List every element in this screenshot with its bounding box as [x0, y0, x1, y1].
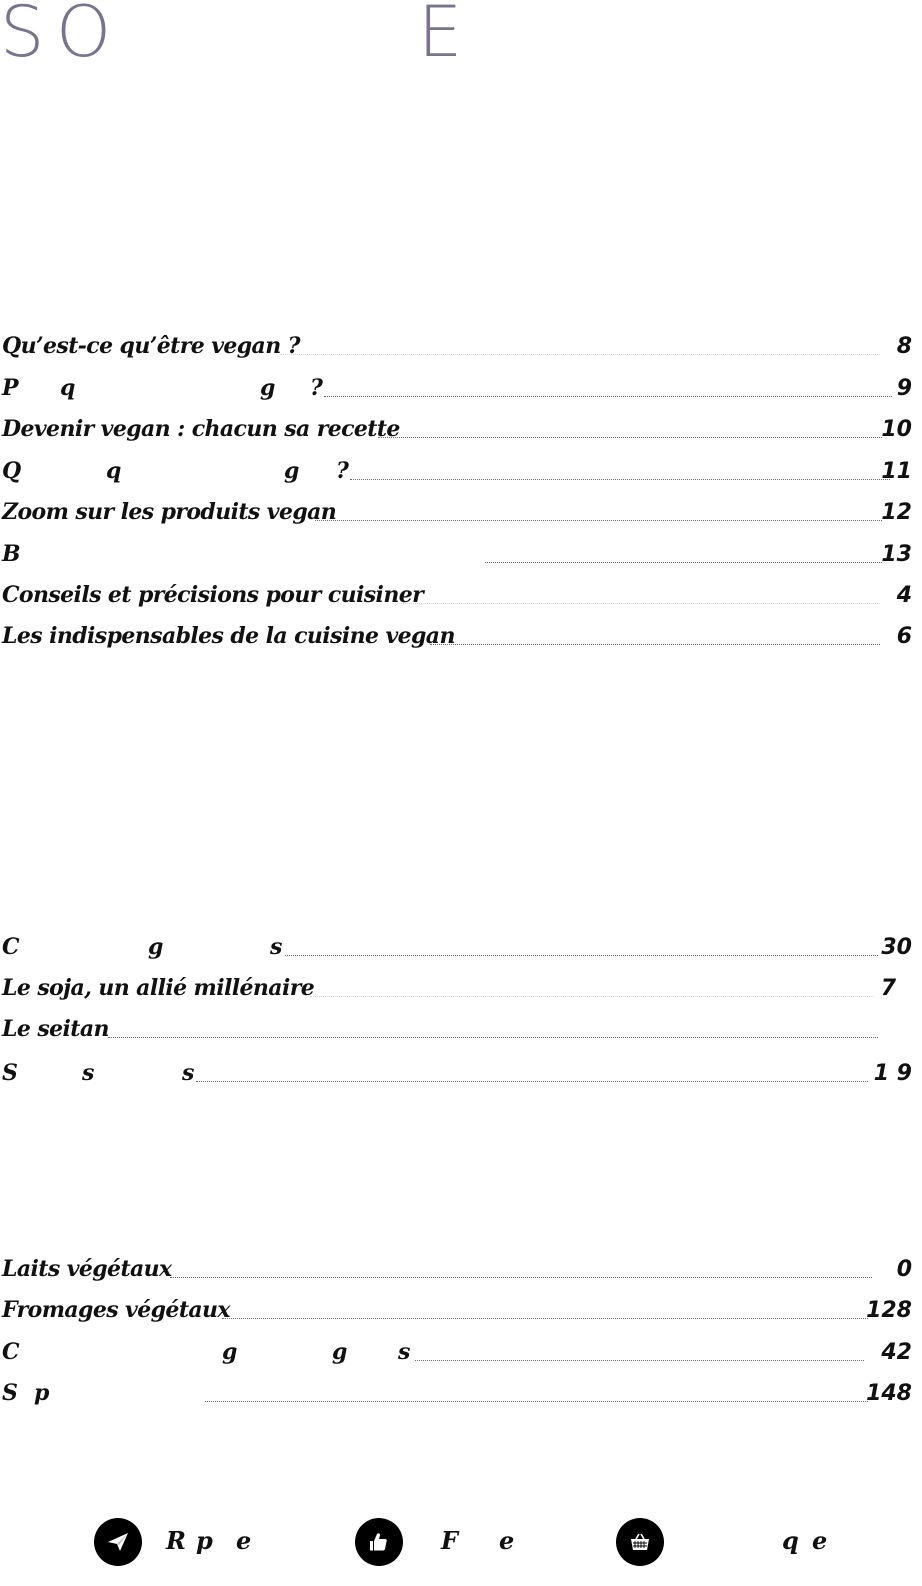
label-glyph: e — [236, 1526, 252, 1555]
toc-entry[interactable] — [0, 369, 912, 405]
label-glyph: P — [2, 375, 18, 401]
toc-entry-page: 148 — [866, 1381, 912, 1406]
toc-entry[interactable] — [0, 493, 912, 529]
toc-entry[interactable] — [0, 617, 912, 653]
label-glyph: S — [2, 1380, 18, 1406]
toc-entry[interactable] — [0, 1250, 912, 1286]
label-glyph: Q — [2, 458, 21, 484]
toc-entry-page: 4 — [896, 583, 912, 608]
thumbs-up-icon — [355, 1518, 403, 1566]
title-glyph: O — [56, 0, 120, 73]
dot-leader — [196, 1081, 868, 1082]
toc-entry-page: 42 — [881, 1340, 912, 1365]
basket-icon — [616, 1518, 664, 1566]
toc-entry-label: Laits végétaux — [2, 1256, 172, 1282]
label-glyph: C — [2, 1339, 19, 1365]
toc-entry-page: 1 9 — [873, 1061, 912, 1086]
label-glyph: q — [60, 375, 75, 401]
dot-leader — [285, 955, 878, 956]
toc-entry-page: 30 — [881, 935, 912, 960]
toc-entry-label: Conseils et précisions pour cuisiner — [2, 582, 424, 608]
toc-entry[interactable] — [0, 928, 912, 964]
dot-leader — [310, 996, 874, 997]
label-glyph: q — [106, 458, 121, 484]
label-glyph: q — [782, 1526, 799, 1555]
dot-leader — [430, 644, 880, 645]
dot-leader — [280, 354, 880, 355]
toc-entry[interactable] — [0, 1010, 912, 1046]
toc-entry-page: 128 — [866, 1298, 912, 1323]
toc-entry-page: 0 — [896, 1257, 912, 1282]
toc-entry-page: 7 — [880, 976, 896, 1001]
toc-entry[interactable] — [0, 452, 912, 488]
label-glyph: C — [2, 934, 19, 960]
toc-entry-label: Qu’est-ce qu’être vegan ? — [2, 333, 300, 359]
footer-link-3[interactable] — [616, 1518, 856, 1568]
toc-entry-page: 8 — [896, 334, 912, 359]
label-glyph: S — [2, 1060, 18, 1086]
label-glyph: s — [398, 1339, 410, 1365]
toc-entry-label: Le seitan — [2, 1016, 109, 1042]
label-glyph: B — [2, 541, 20, 567]
toc-entry[interactable] — [0, 410, 912, 446]
toc-entry[interactable] — [0, 969, 912, 1005]
dot-leader — [324, 396, 892, 397]
toc-entry-label: Fromages végétaux — [2, 1297, 230, 1323]
dot-leader — [415, 1360, 864, 1361]
toc-entry[interactable] — [0, 1374, 912, 1410]
title-glyph: E — [418, 0, 471, 73]
label-glyph: R — [166, 1526, 186, 1555]
toc-entry-page: 12 — [881, 500, 912, 525]
label-glyph: e — [499, 1526, 515, 1555]
dot-leader — [170, 1277, 872, 1278]
dot-leader — [222, 1318, 868, 1319]
toc-entry-page: 6 — [896, 624, 912, 649]
label-glyph: g — [148, 934, 163, 960]
dot-leader — [108, 1037, 878, 1038]
label-glyph: s — [182, 1060, 194, 1086]
label-glyph: e — [812, 1526, 828, 1555]
toc-entry[interactable] — [0, 1333, 912, 1369]
label-glyph: g — [332, 1339, 347, 1365]
toc-entry[interactable] — [0, 1054, 912, 1090]
toc-entry-label: Devenir vegan : chacun sa recette — [2, 416, 400, 442]
toc-entry-page: 10 — [881, 417, 912, 442]
dot-leader — [205, 1401, 868, 1402]
footer-link-2[interactable] — [355, 1518, 595, 1568]
label-glyph: F — [441, 1526, 459, 1555]
dot-leader — [350, 479, 890, 480]
dot-leader — [395, 603, 880, 604]
toc-entry-page: 9 — [896, 376, 912, 401]
label-glyph: g — [222, 1339, 237, 1365]
label-glyph: ? — [310, 375, 323, 401]
label-glyph: s — [82, 1060, 94, 1086]
dot-leader — [315, 520, 882, 521]
paper-plane-icon — [94, 1518, 142, 1566]
toc-entry-page: 11 — [881, 459, 912, 484]
toc-entry[interactable] — [0, 576, 912, 612]
label-glyph: s — [270, 934, 282, 960]
footer-link-1[interactable] — [94, 1518, 334, 1568]
toc-entry-label: Les indispensables de la cuisine vegan — [2, 623, 455, 649]
toc-entry[interactable] — [0, 1291, 912, 1327]
label-glyph: ? — [336, 458, 349, 484]
toc-entry-label: Zoom sur les produits vegan — [2, 499, 337, 525]
dot-leader — [378, 437, 882, 438]
toc-entry-page: 13 — [881, 542, 912, 567]
label-glyph: g — [284, 458, 299, 484]
title-glyph: S — [0, 0, 53, 73]
toc-entry-label: Le soja, un allié millénaire — [2, 975, 315, 1001]
dot-leader — [485, 562, 882, 563]
toc-entry[interactable] — [0, 327, 912, 363]
label-glyph: g — [260, 375, 275, 401]
toc-entry[interactable] — [0, 535, 912, 571]
label-glyph: p — [34, 1380, 49, 1406]
label-glyph: p — [196, 1526, 213, 1555]
